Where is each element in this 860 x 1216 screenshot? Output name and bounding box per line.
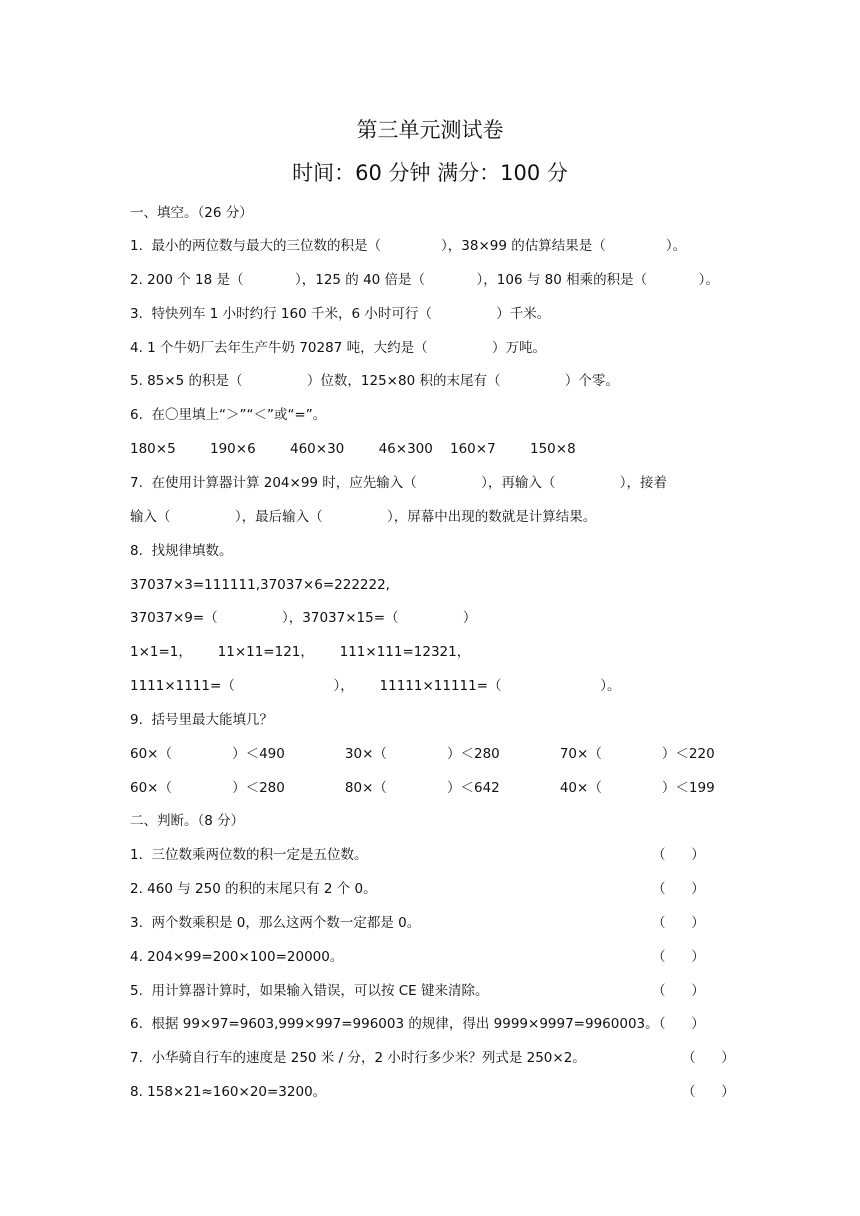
question-line: 1. 最小的两位数与最大的三位数的积是（ ），38×99 的估算结果是（ ）。	[130, 238, 687, 254]
answer-parentheses[interactable]: （ ）	[682, 1050, 735, 1066]
question-line: 180×5 190×6 460×30 46×300 160×7 150×8	[130, 441, 576, 457]
question-line: 4. 1 个牛奶厂去年生产牛奶 70287 吨，大约是（ ）万吨。	[130, 340, 546, 356]
question-line: 6. 在〇里填上“＞”“＜”或“=”。	[130, 407, 327, 423]
judgment-item: 8. 158×21≈160×20=3200。	[130, 1084, 327, 1100]
question-line: 7. 在使用计算器计算 204×99 时，应先输入（ ），再输入（ ），接着	[130, 475, 668, 491]
question-line: 60×（ ）＜280 80×（ ）＜642 40×（ ）＜199	[130, 780, 715, 796]
judgment-item: 2. 460 与 250 的积的末尾只有 2 个 0。	[130, 881, 377, 897]
answer-parentheses[interactable]: （ ）	[652, 881, 705, 897]
section-heading: 一、填空。（26 分）	[130, 205, 253, 221]
judgment-item: 3. 两个数乘积是 0，那么这两个数一定都是 0。	[130, 915, 421, 931]
question-line: 9. 括号里最大能填几？	[130, 712, 273, 728]
judgment-item: 5. 用计算器计算时，如果输入错误，可以按 CE 键来清除。	[130, 983, 489, 999]
answer-parentheses[interactable]: （ ）	[652, 847, 705, 863]
page-title: 第三单元测试卷	[356, 118, 504, 142]
judgment-item: 6. 根据 99×97=9603,999×997=996003 的规律，得出 9999×9997=9960003。	[130, 1016, 659, 1032]
judgment-item: 7. 小华骑自行车的速度是 250 米 / 分，2 小时行多少米？列式是 250×2。	[130, 1050, 586, 1066]
question-line: 2. 200 个 18 是（ ），125 的 40 倍是（ ），106 与 80 相乘的积是（ ）。	[130, 272, 719, 288]
answer-parentheses[interactable]: （ ）	[652, 949, 705, 965]
answer-parentheses[interactable]: （ ）	[652, 983, 705, 999]
judgment-item: 1. 三位数乘两位数的积一定是五位数。	[130, 847, 368, 863]
question-line: 37037×3=111111,37037×6=222222,	[130, 577, 390, 593]
judgment-item: 4. 204×99=200×100=20000。	[130, 949, 344, 965]
question-line: 1×1=1， 11×11=121， 111×111=12321，	[130, 644, 471, 660]
page-subtitle: 时间：60 分钟 满分：100 分	[292, 161, 568, 185]
question-line: 5. 85×5 的积是（ ）位数，125×80 积的末尾有（ ）个零。	[130, 373, 619, 389]
question-line: 3. 特快列车 1 小时约行 160 千米，6 小时可行（ ）千米。	[130, 306, 551, 322]
question-line: 37037×9=（ ），37037×15=（ ）	[130, 610, 477, 626]
question-line: 8. 找规律填数。	[130, 543, 233, 559]
answer-parentheses[interactable]: （ ）	[652, 915, 705, 931]
section-heading: 二、判断。（8 分）	[130, 813, 245, 829]
answer-parentheses[interactable]: （ ）	[682, 1084, 735, 1100]
question-line: 1111×1111=（ ）， 11111×11111=（ ）。	[130, 678, 621, 694]
question-line: 60×（ ）＜490 30×（ ）＜280 70×（ ）＜220	[130, 746, 715, 762]
question-line: 输入（ ），最后输入（ ），屏幕中出现的数就是计算结果。	[130, 509, 597, 525]
answer-parentheses[interactable]: （ ）	[652, 1016, 705, 1032]
